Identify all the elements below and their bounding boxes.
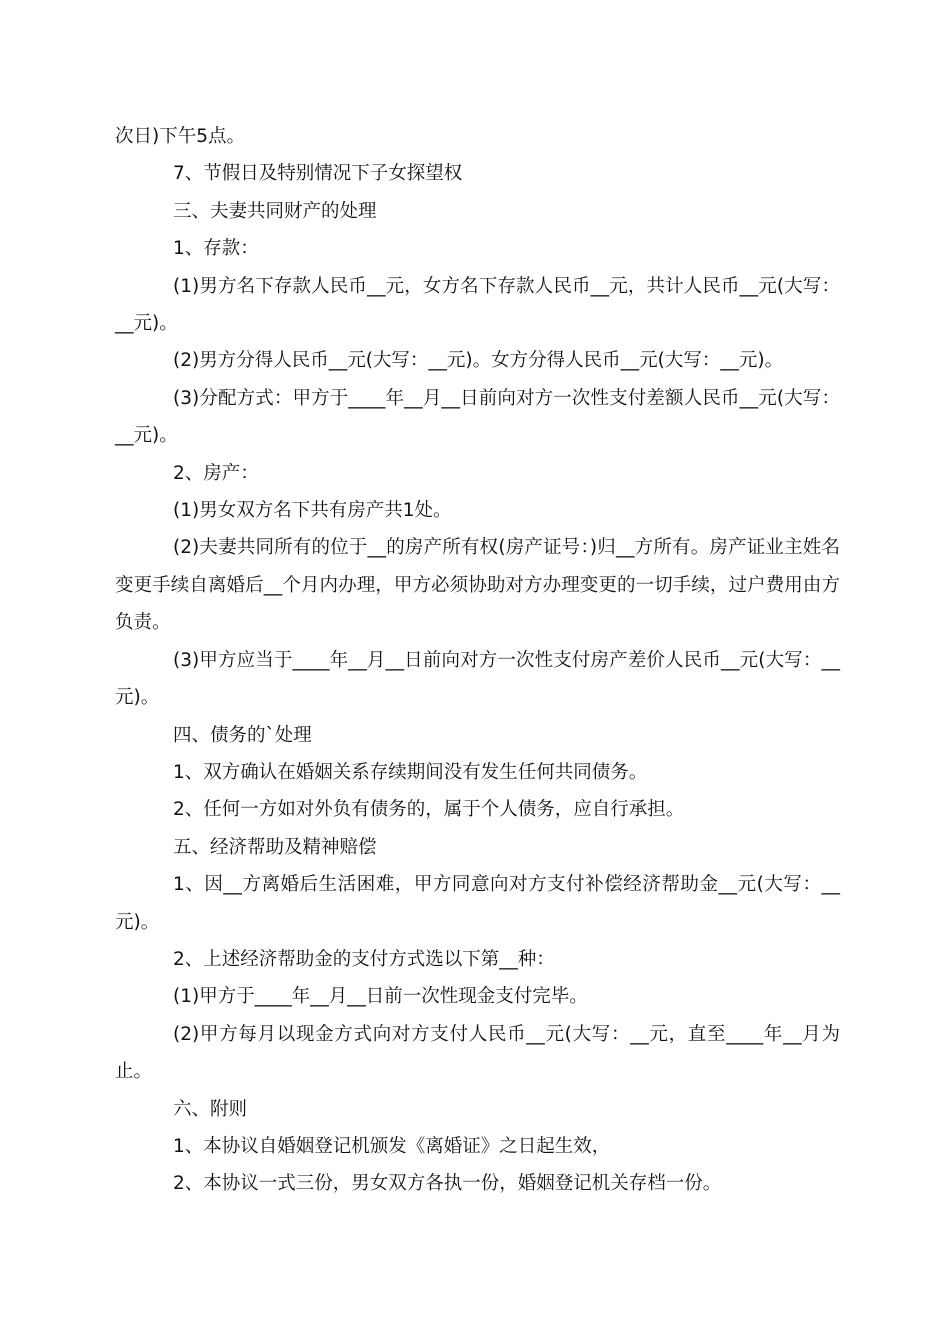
section-heading-6-supplementary: 六、附则 <box>173 1098 248 1120</box>
paragraph-supplementary-1: 1、本协议自婚姻登记机颁发《离婚证》之日起生效， <box>173 1135 611 1157</box>
paragraph-assistance-option-2: (2)甲方每月以现金方式向对方支付人民币__元(大写：__元，直至____年__月为止。 <box>115 1023 840 1083</box>
paragraph-debts-2: 2、任何一方如对外负有债务的，属于个人债务，应自行承担。 <box>173 799 685 821</box>
paragraph-item-7-holiday-visitation: 7、节假日及特别情况下子女探望权 <box>173 163 463 185</box>
paragraph-real-estate-3: (3)甲方应当于____年__月__日前向对方一次性支付房产差价人民币__元(大写：__元)。 <box>115 649 840 709</box>
paragraph-assistance-1: 1、因__方离婚后生活困难，甲方同意向对方支付补偿经济帮助金__元(大写：__元)。 <box>115 874 840 933</box>
paragraph-continuation: 次日)下午5点。 <box>115 126 245 147</box>
paragraph-deposits-3: (3)分配方式：甲方于____年__月__日前向对方一次性支付差额人民币__元(大写：__元)。 <box>115 387 840 447</box>
paragraph-real-estate-2: (2)夫妻共同所有的位于__的房产所有权(房产证号：)归__方所有。房产证业主姓名变更手续自离婚后__个月内办理，甲方必须协助对方办理变更的一切手续，过户费用由方负责。 <box>115 537 840 634</box>
section-heading-4-debts: 四、债务的`处理 <box>173 724 312 746</box>
section-heading-5-assistance: 五、经济帮助及精神赔偿 <box>173 836 377 858</box>
section-heading-3-property: 三、夫妻共同财产的处理 <box>173 200 377 222</box>
paragraph-deposits-1: (1)男方名下存款人民币__元，女方名下存款人民币__元，共计人民币__元(大写：__元)。 <box>115 275 840 335</box>
subheading-deposits: 1、存款： <box>173 238 259 260</box>
paragraph-supplementary-2: 2、本协议一式三份，男女双方各执一份，婚姻登记机关存档一份。 <box>173 1173 722 1195</box>
paragraph-assistance-option-1: (1)甲方于____年__月__日前一次性现金支付完毕。 <box>173 986 588 1008</box>
paragraph-deposits-2: (2)男方分得人民币__元(大写：__元)。女方分得人民币__元(大写：__元)。 <box>173 350 784 372</box>
document-body <box>115 118 840 1203</box>
paragraph-assistance-2: 2、上述经济帮助金的支付方式选以下第__种： <box>173 948 555 970</box>
paragraph-debts-1: 1、双方确认在婚姻关系存续期间没有发生任何共同债务。 <box>173 761 648 783</box>
paragraph-real-estate-1: (1)男女双方名下共有房产共1处。 <box>173 500 452 522</box>
subheading-real-estate: 2、房产： <box>173 462 259 484</box>
